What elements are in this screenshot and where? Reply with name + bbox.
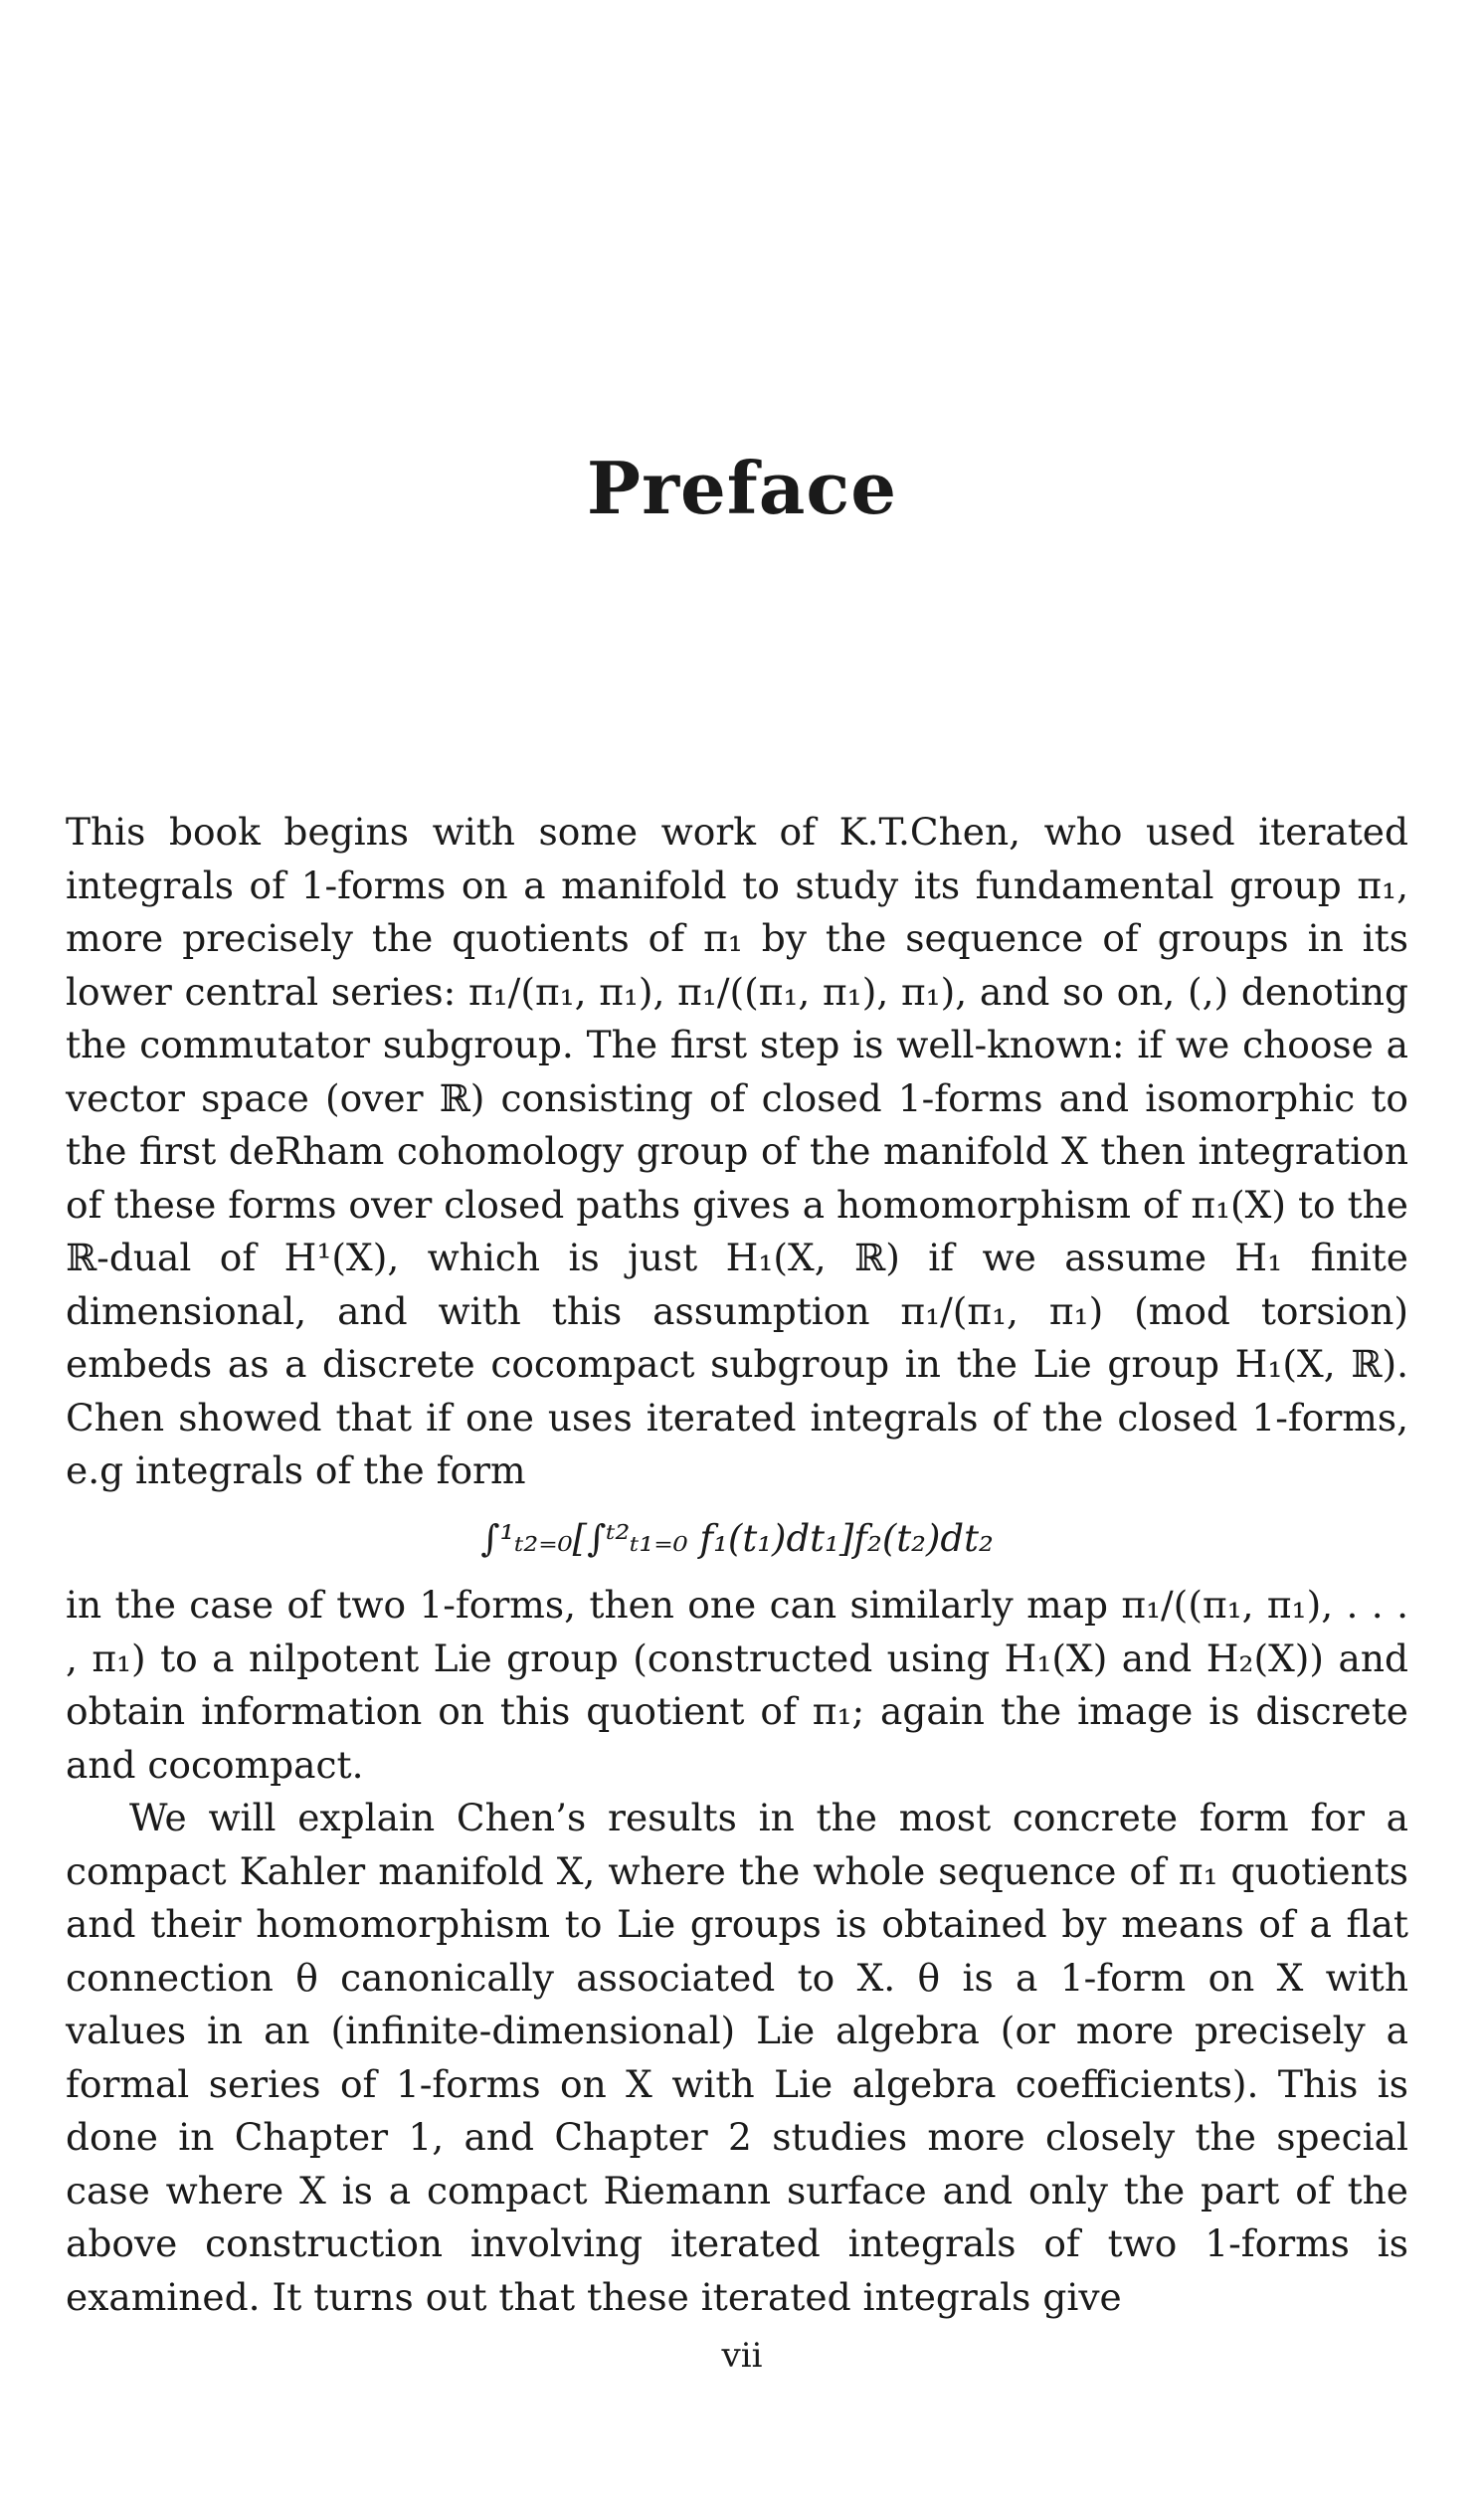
paragraph-1: This book begins with some work of K.T.Chen, who used iterated integrals of 1-forms on a manifold to study its fundamental group π₁, more precisely the quotients of π₁ by the sequence of groups in its lower central series: π₁/(π₁, π₁), π₁/((π₁, π₁), π₁), and so on, (,) denoting the commutator subgroup. The first step is well-known: if we choose a vector space (over ℝ) consisting of closed 1-forms and isomorphic to the first deRham cohomology group of the manifold X then integration of these forms over closed paths gives a homomorphism of π₁(X) to the ℝ-dual of H¹(X), which is just H₁(X, ℝ) if we assume H₁ finite dimensional, and with this assumption π₁/(π₁, π₁) (mod torsion) embeds as a discrete cocompact subgroup in the Lie group H₁(X, ℝ). Chen showed that if one uses iterated integrals of the closed 1-forms, e.g integrals of the form bbox=[66, 810, 1408, 1492]
paragraph-3: We will explain Chen’s results in the most concrete form for a compact Kahler manifold X, where the whole sequence of π₁ quotients and their homomorphism to Lie groups is obtained by means of a flat connection θ canonically associated to X. θ is a 1-form on X with values in an (infinite-dimensional) Lie algebra (or more precisely a formal series of 1-forms on X with Lie algebra coefficients). This is done in Chapter 1, and Chapter 2 studies more closely the special case where X is a compact Riemann surface and only the part of the above construction involving iterated integrals of two 1-forms is examined. It turns out that these iterated integrals give bbox=[66, 1796, 1408, 2319]
body-text bbox=[66, 806, 1408, 2324]
formula: ∫¹ₜ₂₌₀[∫ᵗ²ₜ₁₌₀ f₁(t₁)dt₁]f₂(t₂)dt₂ bbox=[480, 1516, 994, 1560]
paragraph-2: in the case of two 1-forms, then one can similarly map π₁/((π₁, π₁), . . . , π₁) to a nilpotent Lie group (constructed using H₁(X) and H₂(X)) and obtain information on this quotient of π₁; again the image is discrete and cocompact. bbox=[66, 1583, 1408, 1787]
page-title: Preface bbox=[586, 446, 898, 530]
page-number: vii bbox=[721, 2336, 763, 2376]
